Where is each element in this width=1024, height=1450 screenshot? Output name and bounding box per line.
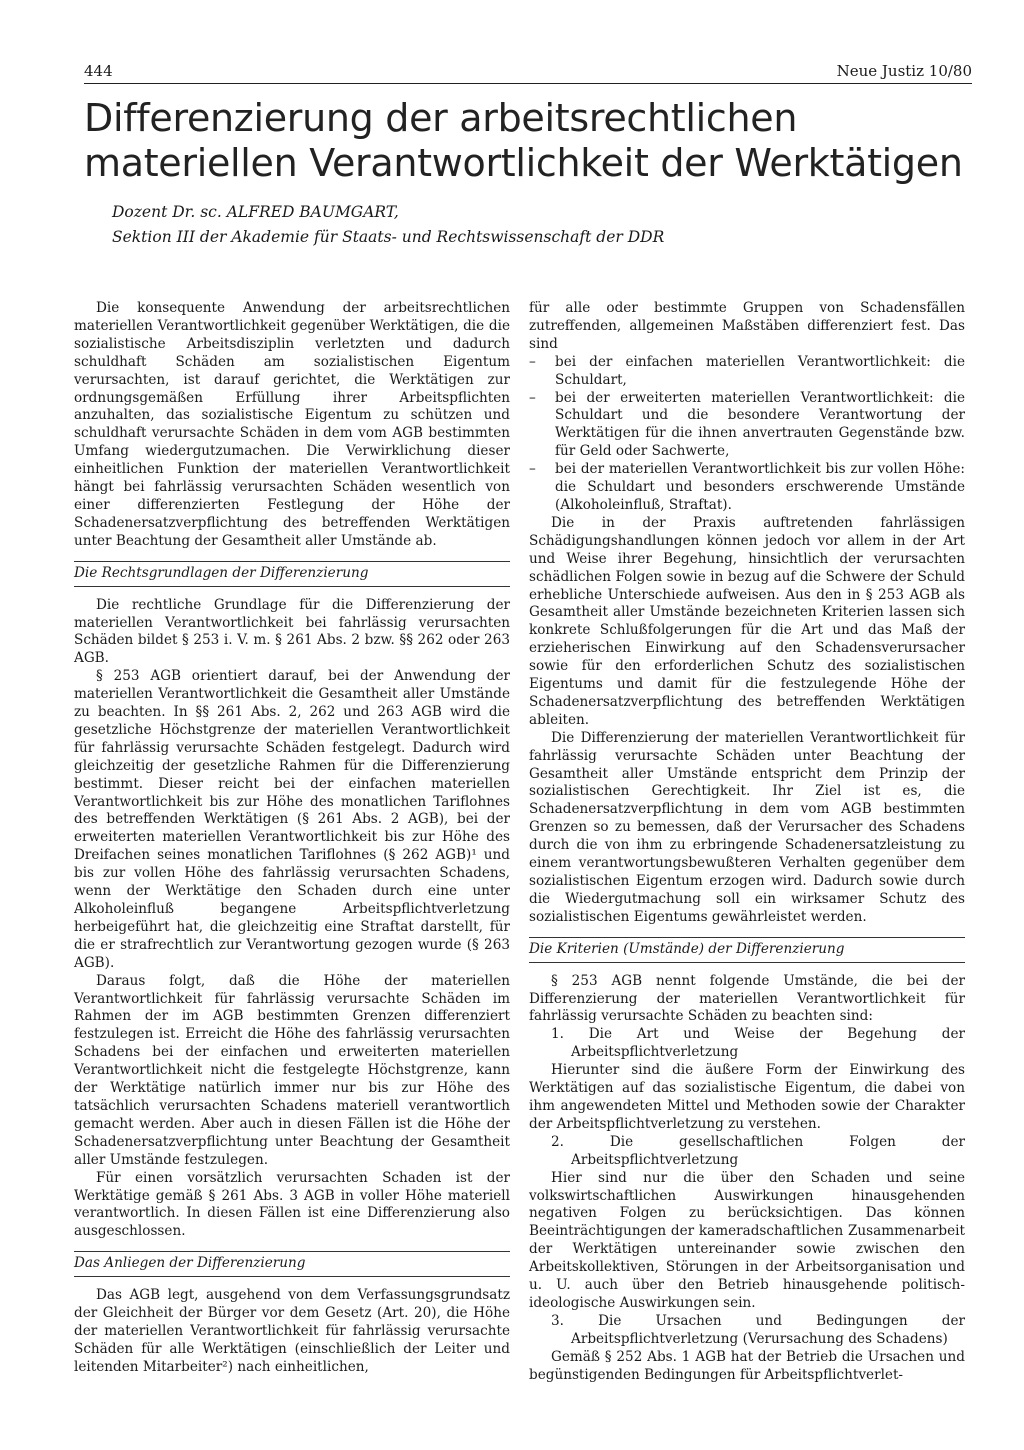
numbered-item-2: 2. Die gesellschaftlichen Folgen der Arbeitspflichtverletzung bbox=[551, 1133, 965, 1168]
list-item bbox=[529, 354, 965, 390]
numbered-item-1: 1. Die Art und Weise der Begehung der Arbeitspflichtverletzung bbox=[551, 1026, 965, 1061]
paragraph: Die rechtliche Grundlage für die Differenzierung der materiellen Verantwortlichkeit bei fahrlässig verursachten Schäden bildet § 253 i. V. m. § 261 Abs. 2 bzw. §§ 262 oder 263 AGB. bbox=[74, 596, 510, 667]
list-item-text: bei der einfachen materiellen Verantwortlichkeit: die Schuldart, bbox=[555, 353, 965, 388]
right-column bbox=[529, 300, 965, 1384]
page-number: 444 bbox=[84, 62, 113, 80]
article-title: Differenzierung der arbeitsrechtlichen materiellen Verantwortlichkeit der Werktätigen bbox=[84, 96, 963, 185]
numbered-item-3: 3. Die Ursachen und Bedingungen der Arbeitspflichtverletzung (Verursachung des Schadens) bbox=[551, 1312, 965, 1347]
paragraph: Hierunter sind die äußere Form der Einwirkung des Werktätigen auf das sozialistische Eigentum, die dabei von ihm angewendeten Mittel und Methoden sowie der Charakter der Arbeitspflichtverletzung zu verstehen. bbox=[529, 1062, 965, 1132]
dash-bullet: – bbox=[529, 353, 536, 370]
list-item bbox=[529, 461, 965, 515]
left-column bbox=[74, 300, 510, 1377]
author-block bbox=[112, 200, 664, 250]
section-heading-anliegen: Das Anliegen der Differenzierung bbox=[74, 1251, 510, 1277]
journal-issue: Neue Justiz 10/80 bbox=[836, 62, 972, 80]
paragraph: Die in der Praxis auftretenden fahrlässigen Schädigungshandlungen können jedoch vor allem in der Art und Weise ihrer Begehung, hinsichtlich der verursachten schädlichen Folgen sowie in bezug auf die Schwere der Schuld erhebliche Unterschiede aufweisen. Aus den in § 253 AGB als Gesamtheit aller Umstände bezeichneten Kriterien lassen sich konkrete Schlußfolgerungen für die Art und das Maß der erzieherischen Einwirkung auf den Schadensverursacher sowie für den erforderlichen Schutz des sozialistischen Eigentums und damit für die festzulegende Höhe der Schadenersatzverpflichtung des betreffenden Werktätigen ableiten. bbox=[529, 514, 965, 728]
paragraph: Hier sind nur die über den Schaden und seine volkswirtschaftlichen Auswirkungen hinausgehenden negativen Folgen zu berücksichtigen. Das können Beeinträchtigungen der kameradschaftlichen Zusammenarbeit der Werktätigen untereinander sowie zwischen den Arbeitskollektiven, Störungen in der Arbeitsorganisation und u. U. auch über den Betrieb hinausgehende politisch-ideologische Auswirkungen sein. bbox=[529, 1169, 965, 1311]
paragraph: Die Differenzierung der materiellen Verantwortlichkeit für fahrlässig verursachte Schäden unter Beachtung der Gesamtheit aller Umstände entspricht dem Prinzip der sozialistischen Gerechtigkeit. Ihr Ziel ist es, die Schadenersatzverpflichtung in dem vom AGB bestimmten Grenzen so zu bemessen, daß der Verursacher des Schadens durch die von ihm zu erbringende Schadenersatzleistung zu einem verantwortungsbewußteren Verhalten gegenüber dem sozialistischen Eigentum erzogen wird. Dadurch sowie durch die Wiedergutmachung soll ein wirksamer Schutz des sozialistischen Eigentums gewährleistet werden. bbox=[529, 729, 965, 925]
paragraph: § 253 AGB nennt folgende Umstände, die bei der Differenzierung der materiellen Verantwortlichkeit für fahrlässig verursachte Schäden zu beachten sind: bbox=[529, 972, 965, 1025]
dash-list bbox=[529, 354, 965, 515]
paragraph: Das AGB legt, ausgehend von dem Verfassungsgrundsatz der Gleichheit der Bürger vor dem Gesetz (Art. 20), die Höhe der materiellen Verantwortlichkeit für fahrlässig verursachte Schäden für alle Werktätigen (einschließlich der Leiter und leitenden Mitarbeiter²) nach einheitlichen, bbox=[74, 1287, 510, 1375]
list-item bbox=[529, 390, 965, 462]
paragraph: Daraus folgt, daß die Höhe der materiellen Verantwortlichkeit für fahrlässig verursachte Schäden im Rahmen der im AGB bestimmten Grenzen differenziert festzulegen ist. Erreicht die Höhe des fahrlässig verursachten Schadens bei der einfachen und erweiterten materiellen Verantwortlichkeit nicht die festgelegte Höchstgrenze, kann der Werktätige natürlich immer nur bis zur Höhe des tatsächlich verursachten Schadens materiell verantwortlich gemacht werden. Aber auch in diesen Fällen ist die Höhe der Schadenersatzverpflichtung unter Beachtung der Gesamtheit aller Umstände festzulegen. bbox=[74, 972, 510, 1168]
paragraph: für alle oder bestimmte Gruppen von Schadensfällen zutreffenden, allgemeinen Maßstäben differenziert fest. Das sind bbox=[529, 300, 965, 352]
author-name: Dozent Dr. sc. ALFRED BAUMGART, bbox=[112, 203, 399, 221]
dash-bullet: – bbox=[529, 389, 536, 406]
paragraph: Gemäß § 252 Abs. 1 AGB hat der Betrieb die Ursachen und begünstigenden Bedingungen für Arbeitspflichtverlet- bbox=[529, 1348, 965, 1383]
section-heading-kriterien: Die Kriterien (Umstände) der Differenzierung bbox=[529, 937, 965, 963]
running-header bbox=[84, 62, 972, 86]
section-heading-rechtsgrundlagen: Die Rechtsgrundlagen der Differenzierung bbox=[74, 561, 510, 587]
list-item-text: bei der erweiterten materiellen Verantwortlichkeit: die Schuldart und die besondere Verantwortung der Werktätigen für die ihnen anvertrauten Gegenstände bzw. für Geld oder Sachwerte, bbox=[555, 389, 965, 460]
author-affiliation: Sektion III der Akademie für Staats- und Rechtswissenschaft der DDR bbox=[112, 228, 665, 246]
list-item-text: bei der materiellen Verantwortlichkeit bis zur vollen Höhe: die Schuldart und besonders erschwerende Umstände (Alkoholeinfluß, Straftat). bbox=[555, 461, 965, 513]
paragraph: Für einen vorsätzlich verursachten Schaden ist der Werktätige gemäß § 261 Abs. 3 AGB in voller Höhe materiell verantwortlich. In diesen Fällen ist eine Differenzierung also ausgeschlossen. bbox=[74, 1169, 510, 1240]
header-rule bbox=[84, 83, 972, 84]
dash-bullet: – bbox=[529, 461, 536, 478]
intro-paragraph: Die konsequente Anwendung der arbeitsrechtlichen materiellen Verantwortlichkeit gegenüber Werktätigen, die die sozialistische Arbeitsdisziplin verletzten und dadurch schuldhaft Schäden am sozialistischen Eigentum verursachten, ist darauf gerichtet, die Werktätigen zur ordnungsgemäßen Erfüllung ihrer Arbeitspflichten anzuhalten, das sozialistische Eigentum zu schützen und schuldhaft verursachte Schäden in dem vom AGB bestimmten Umfang wiedergutzumachen. Die Verwirklichung dieser einheitlichen Funktion der materiellen Verantwortlichkeit hängt bei fahrlässig verursachten Schäden wesentlich von einer differenzierten Festlegung der Höhe der Schadenersatzverpflichtung des betreffenden Werktätigen unter Beachtung der Gesamtheit aller Umstände ab. bbox=[74, 300, 510, 549]
paragraph: § 253 AGB orientiert darauf, bei der Anwendung der materiellen Verantwortlichkeit die Gesamtheit aller Umstände zu beachten. In §§ 261 Abs. 2, 262 und 263 AGB wird die gesetzliche Höchstgrenze der materiellen Verantwortlichkeit für fahrlässig verursachte Schäden festgelegt. Dadurch wird gleichzeitig der gesetzliche Rahmen für die Differenzierung bestimmt. Dieser reicht bei der einfachen materiellen Verantwortlichkeit bis zur Höhe des monatlichen Tariflohnes des betreffenden Werktätigen (§ 261 Abs. 2 AGB), bei der erweiterten materiellen Verantwortlichkeit bis zur Höhe des Dreifachen seines monatlichen Tariflohnes (§ 262 AGB)¹ und bis zur vollen Höhe des fahrlässig verursachten Schadens, wenn der Werktätige den Schaden durch eine unter Alkoholeinfluß begangene Arbeitspflichtverletzung herbeigeführt hat, die gleichzeitig eine Straftat darstellt, für die er strafrechtlich zur Verantwortung gezogen wurde (§ 263 AGB). bbox=[74, 668, 510, 971]
